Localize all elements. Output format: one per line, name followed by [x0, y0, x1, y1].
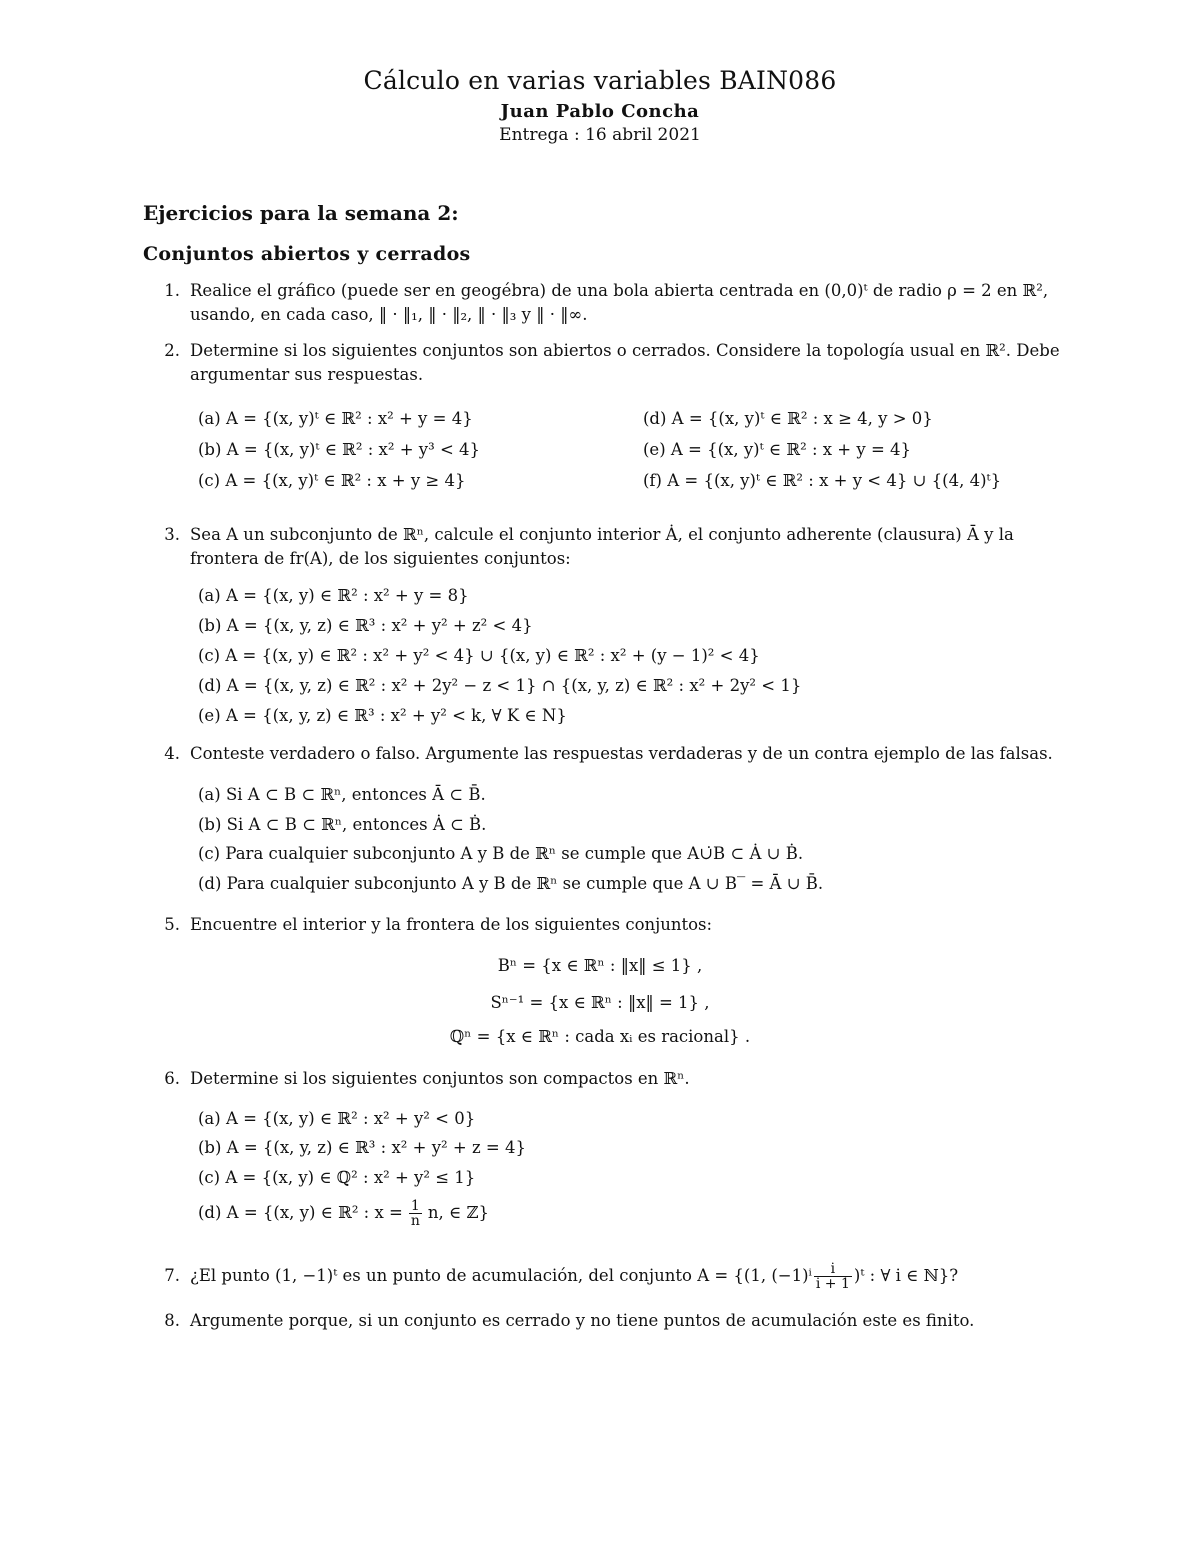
exercise-7-prefix: ¿El punto (1, −1)ᵗ es un punto de acumulación, del conjunto A = {(1, (−1)ⁱ — [190, 1265, 812, 1285]
exercise-7-suffix: )ᵗ : ∀ i ∈ ℕ}? — [853, 1265, 959, 1285]
due-date: Entrega : 16 abril 2021 — [499, 125, 701, 145]
exercise-3-item-e: (e) A = {(x, y, z) ∈ ℝ³ : x² + y² < k, ∀ K ∈ N} — [198, 706, 567, 725]
fraction-denominator: i + 1 — [815, 1275, 850, 1292]
section-title: Ejercicios para la semana 2: — [143, 201, 459, 225]
exercise-number: 6. — [164, 1069, 180, 1088]
exercise-3-item-b: (b) A = {(x, y, z) ∈ ℝ³ : x² + y² + z² < 4} — [198, 616, 533, 635]
exercise-6-item-d-suffix: n, ∈ ℤ} — [427, 1203, 490, 1223]
exercise-6-item-a: (a) A = {(x, y) ∈ ℝ² : x² + y² < 0} — [198, 1109, 476, 1128]
exercise-6-item-d — [198, 1199, 489, 1228]
exercise-7-text — [190, 1257, 958, 1295]
exercise-2-item-a: (a) A = {(x, y)ᵗ ∈ ℝ² : x² + y = 4} — [198, 409, 473, 428]
exercise-6-item-b: (b) A = {(x, y, z) ∈ ℝ³ : x² + y² + z = 4} — [198, 1138, 526, 1157]
exercise-number: 2. — [164, 341, 180, 360]
exercise-2-item-d: (d) A = {(x, y)ᵗ ∈ ℝ² : x ≥ 4, y > 0} — [643, 409, 933, 428]
subsection-title: Conjuntos abiertos y cerrados — [143, 243, 471, 265]
exercise-5-equation-2: Sⁿ⁻¹ = {x ∈ ℝⁿ : ‖x‖ = 1} , — [490, 993, 710, 1012]
exercise-4-item-b: (b) Si A ⊂ B ⊂ ℝⁿ, entonces Ȧ ⊂ Ḃ. — [198, 815, 487, 834]
exercise-6-text: Determine si los siguientes conjuntos son compactos en ℝⁿ. — [190, 1069, 690, 1088]
exercise-number: 1. — [164, 281, 180, 300]
exercise-5-equation-1: Bⁿ = {x ∈ ℝⁿ : ‖x‖ ≤ 1} , — [497, 956, 703, 975]
exercise-number: 4. — [164, 744, 180, 763]
fraction — [814, 1262, 852, 1291]
exercise-1-text: Realice el gráfico (puede ser en geogébra) de una bola abierta centrada en (0,0)ᵗ de radio ρ = 2 en ℝ², — [190, 281, 1049, 300]
exercise-2-item-e: (e) A = {(x, y)ᵗ ∈ ℝ² : x + y = 4} — [643, 440, 912, 459]
exercise-number: 3. — [164, 525, 180, 544]
exercise-3-text: frontera de fr(A), de los siguientes conjuntos: — [190, 549, 571, 568]
exercise-4-item-d: (d) Para cualquier subconjunto A y B de ℝⁿ se cumple que A ∪ B‾ = Ā ∪ B̄. — [198, 874, 824, 893]
exercise-6-item-d-prefix: (d) A = {(x, y) ∈ ℝ² : x = — [198, 1203, 403, 1223]
exercise-number: 7. — [164, 1266, 180, 1285]
exercise-5-text: Encuentre el interior y la frontera de los siguientes conjuntos: — [190, 915, 713, 934]
exercise-8-text: Argumente porque, si un conjunto es cerrado y no tiene puntos de acumulación este es finito. — [190, 1311, 975, 1330]
exercise-2-item-f: (f) A = {(x, y)ᵗ ∈ ℝ² : x + y < 4} ∪ {(4, 4)ᵗ} — [643, 471, 1002, 490]
exercise-number: 5. — [164, 915, 180, 934]
fraction-numerator: 1 — [409, 1199, 422, 1214]
exercise-6-item-c: (c) A = {(x, y) ∈ ℚ² : x² + y² ≤ 1} — [198, 1168, 476, 1187]
exercise-2-item-c: (c) A = {(x, y)ᵗ ∈ ℝ² : x + y ≥ 4} — [198, 471, 466, 490]
exercise-3-item-c: (c) A = {(x, y) ∈ ℝ² : x² + y² < 4} ∪ {(x, y) ∈ ℝ² : x² + (y − 1)² < 4} — [198, 646, 760, 665]
exercise-2-item-b: (b) A = {(x, y)ᵗ ∈ ℝ² : x² + y³ < 4} — [198, 440, 481, 459]
fraction — [409, 1199, 422, 1228]
fraction-numerator: i — [814, 1262, 852, 1277]
exercise-2-text: Determine si los siguientes conjuntos son abiertos o cerrados. Considere la topología usual en ℝ². Debe — [190, 341, 1060, 360]
exercise-4-item-c: (c) Para cualquier subconjunto A y B de ℝⁿ se cumple que A∪̇B ⊂ Ȧ ∪ Ḃ. — [198, 844, 804, 863]
exercise-4-item-a: (a) Si A ⊂ B ⊂ ℝⁿ, entonces Ā ⊂ B̄. — [198, 785, 486, 804]
exercise-4-text: Conteste verdadero o falso. Argumente las respuestas verdaderas y de un contra ejemplo de las falsas. — [190, 744, 1053, 763]
exercise-3-item-a: (a) A = {(x, y) ∈ ℝ² : x² + y = 8} — [198, 586, 469, 605]
author-name: Juan Pablo Concha — [500, 101, 700, 122]
document-title: Cálculo en varias variables BAIN086 — [363, 66, 837, 95]
exercise-1-text: usando, en cada caso, ‖ · ‖₁, ‖ · ‖₂, ‖ · ‖₃ y ‖ · ‖∞. — [190, 305, 588, 324]
fraction-denominator: n — [410, 1213, 420, 1229]
exercise-5-equation-3: ℚⁿ = {x ∈ ℝⁿ : cada xᵢ es racional} . — [449, 1027, 751, 1046]
exercise-3-item-d: (d) A = {(x, y, z) ∈ ℝ² : x² + 2y² − z < 1} ∩ {(x, y, z) ∈ ℝ² : x² + 2y² < 1} — [198, 676, 802, 695]
exercise-3-text: Sea A un subconjunto de ℝⁿ, calcule el conjunto interior Ȧ, el conjunto adherente (clausura) Ā y la — [190, 525, 1014, 544]
exercise-2-text: argumentar sus respuestas. — [190, 365, 424, 384]
exercise-number: 8. — [164, 1311, 180, 1330]
